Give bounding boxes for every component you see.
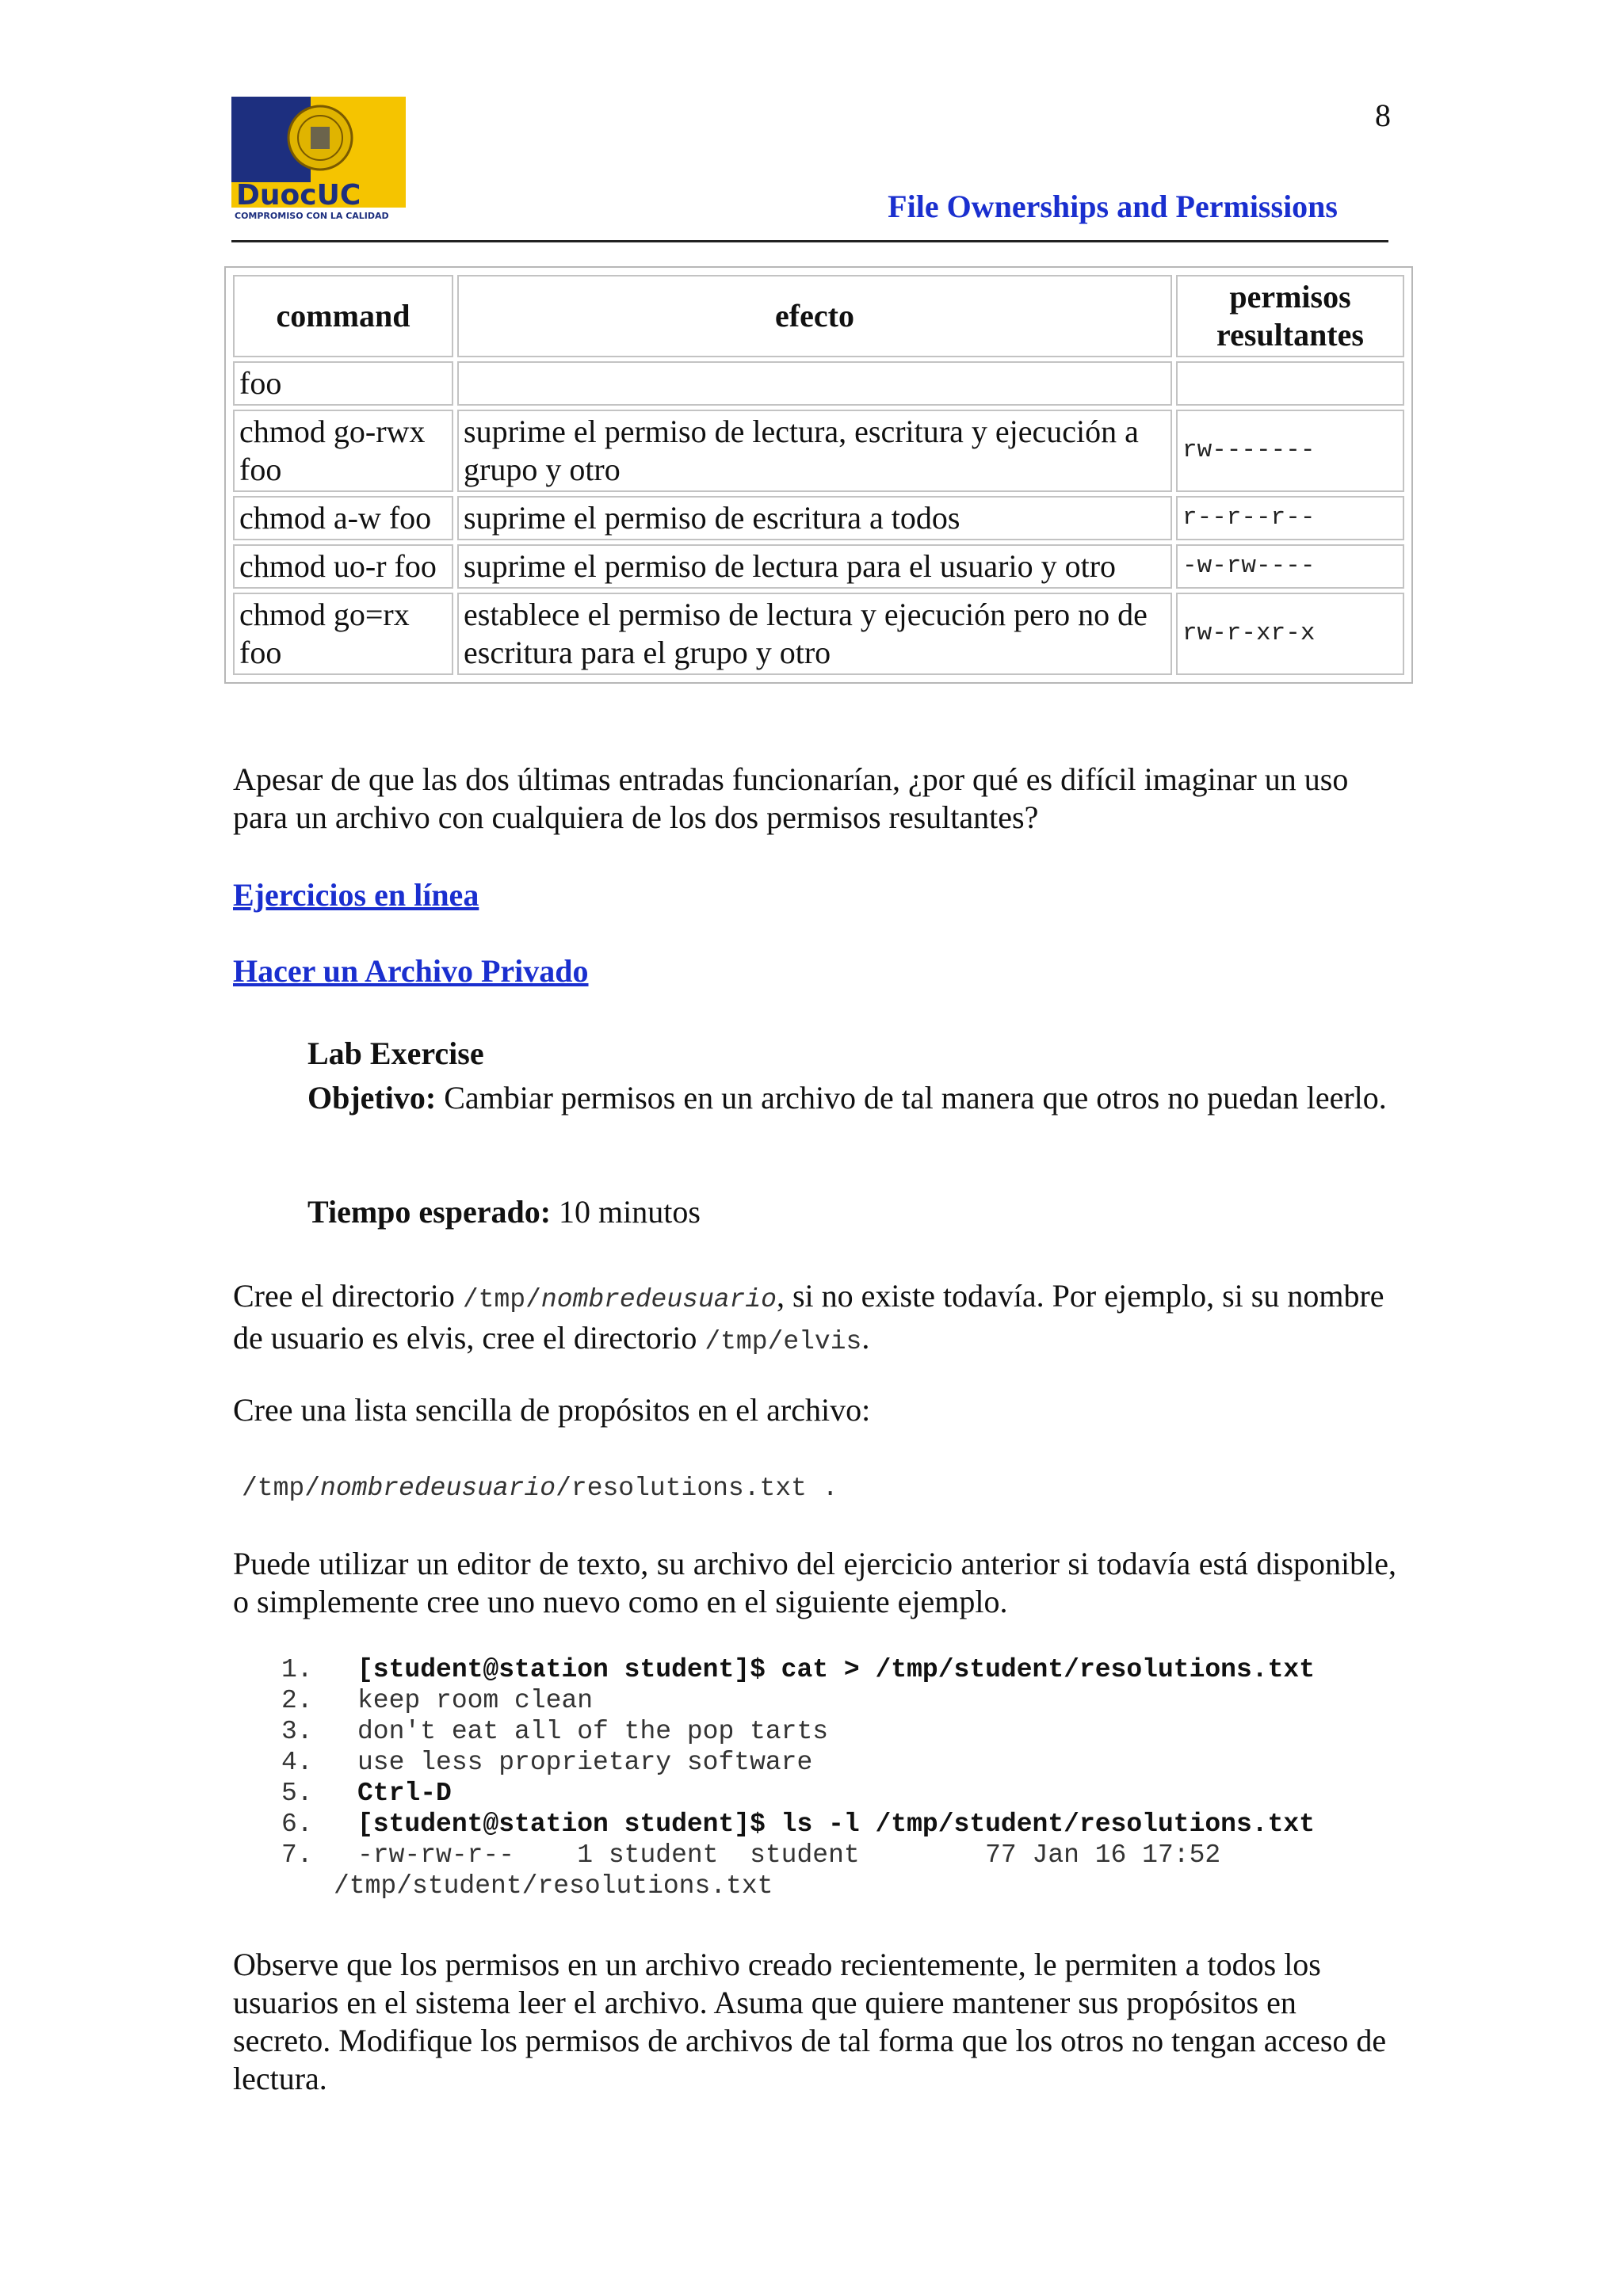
private-file-link[interactable]: Hacer un Archivo Privado	[233, 953, 589, 989]
code-line: 6. [student@station student]$ ls -l /tmp/student/resolutions.txt	[281, 1810, 1315, 1839]
cell-perms: -w-rw----	[1176, 544, 1404, 589]
code-line: 5. Ctrl-D	[281, 1779, 452, 1808]
objective-text: Cambiar permisos en un archivo de tal manera que otros no puedan leerlo.	[444, 1080, 1387, 1116]
lab-time	[307, 1193, 1401, 1231]
time-label: Tiempo esperado:	[307, 1194, 552, 1230]
lab-objective	[307, 1079, 1401, 1117]
table-row	[233, 496, 1404, 540]
cell-effect: suprime el permiso de lectura para el usuario y otro	[457, 544, 1172, 589]
permissions-table	[224, 266, 1413, 684]
code-line: 4. use less proprietary software	[281, 1748, 813, 1777]
cell-perms: rw-------	[1176, 410, 1404, 492]
step2-paragraph: Cree una lista sencilla de propósitos en el archivo:	[233, 1392, 871, 1428]
cell-effect: establece el permiso de lectura y ejecución pero no de escritura para el grupo y otro	[457, 593, 1172, 675]
code-line: 1. [student@station student]$ cat > /tmp/student/resolutions.txt	[281, 1655, 1315, 1684]
code-example	[281, 1654, 1315, 1901]
cell-command: foo	[233, 361, 453, 406]
code-line: 7. -rw-rw-r-- 1 student student 77 Jan 16 17:52	[281, 1840, 1221, 1870]
lab-title	[307, 1035, 1401, 1073]
step1-text-a: Cree el directorio	[233, 1278, 463, 1314]
cell-command: chmod go=rx foo	[233, 593, 453, 675]
cell-effect: suprime el permiso de lectura, escritura y ejecución a grupo y otro	[457, 410, 1172, 492]
cell-effect	[457, 361, 1172, 406]
table-header-row	[233, 275, 1404, 357]
header-resulting-perms: permisos resultantes	[1176, 275, 1404, 357]
cell-effect: suprime el permiso de escritura a todos	[457, 496, 1172, 540]
time-text: 10 minutos	[559, 1194, 701, 1230]
cell-command: chmod go-rwx foo	[233, 410, 453, 492]
code-line: 2. keep room clean	[281, 1686, 594, 1715]
page-number: 8	[1375, 97, 1391, 133]
file-path-var: nombredeusuario	[320, 1474, 556, 1503]
header-effect: efecto	[457, 275, 1172, 357]
file-path	[242, 1474, 838, 1503]
cell-perms	[1176, 361, 1404, 406]
header-divider	[231, 240, 1388, 242]
step1-path-prefix: /tmp/	[462, 1285, 541, 1314]
cell-perms: r--r--r--	[1176, 496, 1404, 540]
file-path-prefix: /tmp/	[242, 1474, 321, 1503]
table-row	[233, 593, 1404, 675]
step1-example-path: /tmp/elvis	[705, 1327, 862, 1356]
logo-tagline: COMPROMISO CON LA CALIDAD	[235, 211, 389, 221]
duoc-uc-logo	[231, 97, 406, 222]
logo-wordmark: DuocUC	[236, 179, 361, 212]
objective-label: Objetivo:	[307, 1080, 437, 1116]
question-paragraph: Apesar de que las dos últimas entradas funcionarían, ¿por qué es difícil imaginar un uso para un archivo con cualquiera de los dos permisos resultantes?	[233, 761, 1349, 835]
code-line-continuation: /tmp/student/resolutions.txt	[334, 1871, 773, 1901]
document-title: File Ownerships and Permissions	[888, 189, 1338, 224]
header-command: command	[233, 275, 453, 357]
lab-title-text: Lab Exercise	[307, 1035, 484, 1071]
file-path-suffix: /resolutions.txt .	[556, 1474, 838, 1503]
cell-perms: rw-r-xr-x	[1176, 593, 1404, 675]
cell-command: chmod a-w foo	[233, 496, 453, 540]
step1-text-b: , si no existe todavía. Por ejemplo, si su nombre de usuario es elvis, cree el directorio	[233, 1278, 1384, 1356]
table-row	[233, 410, 1404, 492]
step1-path-var: nombredeusuario	[540, 1285, 777, 1314]
step1-text-c: .	[861, 1320, 870, 1356]
step1-paragraph	[233, 1277, 1396, 1361]
step3-paragraph: Puede utilizar un editor de texto, su archivo del ejercicio anterior si todavía está disponible, o simplemente cree uno nuevo como en el siguiente ejemplo.	[233, 1546, 1396, 1619]
table-row	[233, 361, 1404, 406]
closing-paragraph: Observe que los permisos en un archivo creado recientemente, le permiten a todos los usuarios en el sistema leer el archivo. Asuma que quiere mantener sus propósitos en secreto. Modifique los permisos de archivos de tal forma que los otros no tengan acceso de lectura.	[233, 1947, 1387, 2096]
online-exercises-link[interactable]: Ejercicios en línea	[233, 877, 479, 913]
code-line: 3. don't eat all of the pop tarts	[281, 1717, 829, 1746]
cell-command: chmod uo-r foo	[233, 544, 453, 589]
table-row	[233, 544, 1404, 589]
